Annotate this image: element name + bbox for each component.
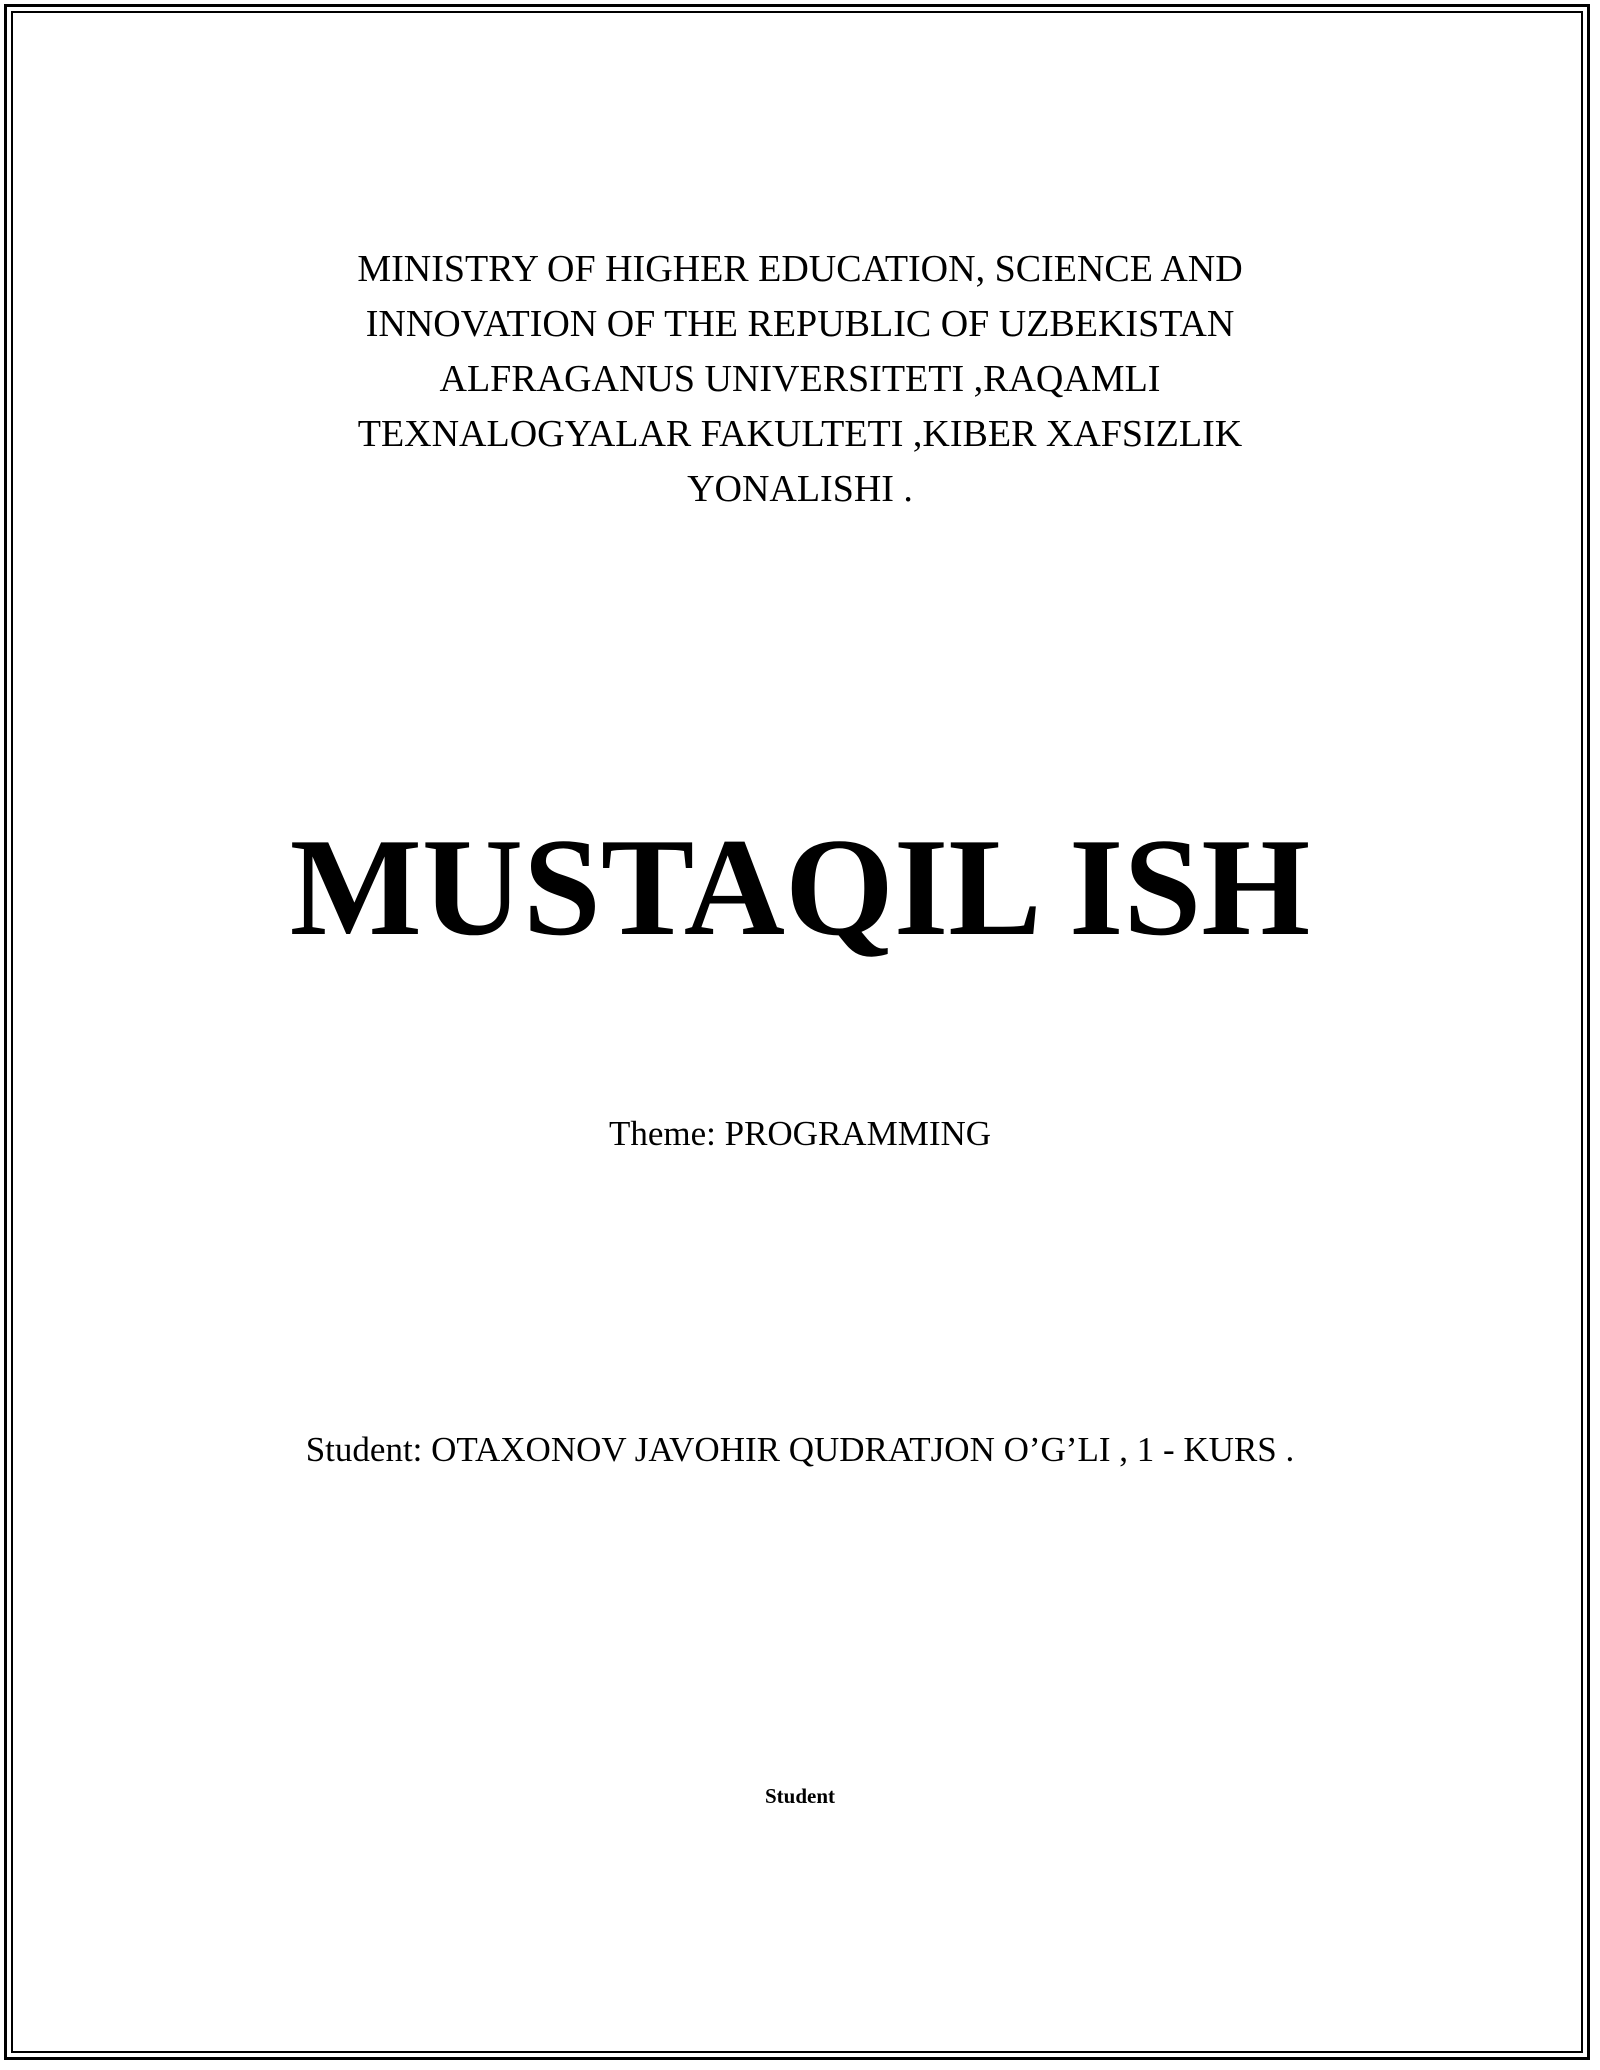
footer-student-label: Student (764, 1784, 836, 1808)
header-line-4: TEXNALOGYALAR FAKULTETI ,KIBER XAFSIZLIK (357, 413, 1243, 455)
institution-header (240, 242, 1360, 517)
student-line: Student: OTAXONOV JAVOHIR QUDRATJON O’G’LI , 1 - KURS . (305, 1430, 1295, 1469)
header-line-1: MINISTRY OF HIGHER EDUCATION, SCIENCE AND (357, 248, 1243, 290)
document-title: MUSTAQIL ISH (289, 810, 1311, 965)
theme-line: Theme: PROGRAMMING (608, 1114, 992, 1153)
header-line-5: YONALISHI . (687, 468, 913, 510)
header-line-2: INNOVATION OF THE REPUBLIC OF UZBEKISTAN (365, 303, 1235, 345)
header-line-3: ALFRAGANUS UNIVERSITETI ,RAQAMLI (439, 358, 1161, 400)
